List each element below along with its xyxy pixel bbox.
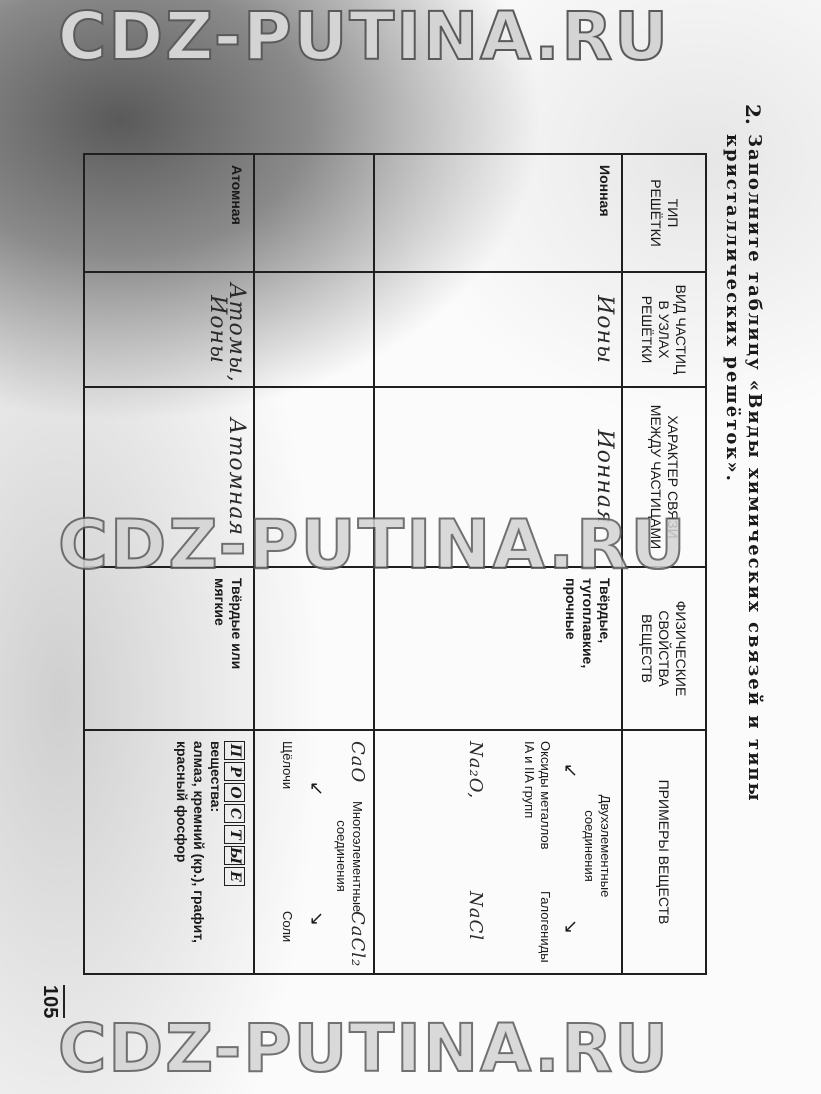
letter-box: Е xyxy=(224,867,245,886)
letter-box: Ы xyxy=(224,846,245,865)
letter-box: С xyxy=(224,804,245,823)
header-bond: ХАРАКТЕР СВЯЗИ МЕЖДУ ЧАСТИЦАМИ xyxy=(622,387,706,567)
cell-examples-mid xyxy=(254,730,374,974)
arrow-right-icon: ↘ xyxy=(307,911,327,927)
handwritten-bond: Атомная xyxy=(224,417,249,537)
letter-box: Т xyxy=(224,825,245,844)
letter-box: О xyxy=(224,783,245,802)
halides-formula: NaCl xyxy=(465,891,486,942)
cell-particles xyxy=(254,272,374,387)
cell-properties: Твёрдые, тугоплавкие, прочные xyxy=(374,567,622,730)
cell-type xyxy=(254,154,374,272)
multi-element-block xyxy=(265,741,368,968)
watermark-bottom: CDZ-PUTINA.RU xyxy=(58,1010,670,1087)
cacl-formula: CaCl₂ xyxy=(347,911,368,968)
cell-particles xyxy=(374,272,622,387)
cell-examples xyxy=(374,730,622,974)
watermark-middle: CDZ-PUTINA.RU xyxy=(58,506,688,585)
simple-substances-label: вещества: xyxy=(208,741,224,813)
oxides-label: Оксиды металлов IA и IIA групп xyxy=(522,741,553,850)
simple-substances-list: алмаз, кремний (кр.), графит, красный фосфор xyxy=(174,741,207,943)
letter-boxes xyxy=(224,741,245,886)
task-number: 2. xyxy=(741,104,765,125)
cell-type: Ионная xyxy=(374,154,622,272)
cell-type: Атомная xyxy=(84,154,254,272)
arrow-left-icon: ↙ xyxy=(561,763,581,779)
watermark-top: CDZ-PUTINA.RU xyxy=(58,0,670,75)
handwritten-particles: Атомы, Ионы xyxy=(205,283,249,383)
arrow-right-icon: ↘ xyxy=(561,919,581,935)
cell-properties xyxy=(254,567,374,730)
header-particles: ВИД ЧАСТИЦ В УЗЛАХ РЕШЁТКИ xyxy=(622,272,706,387)
task-text: Заполните таблицу «Виды химических связей и типы кристаллических решёток». xyxy=(722,134,765,803)
cell-examples-atomic xyxy=(84,730,254,974)
arrow-left-icon: ↙ xyxy=(307,781,327,797)
page-number: 105 xyxy=(38,985,65,1018)
multi-element-label: Многоэлементные соединения xyxy=(334,801,365,913)
cell-particles xyxy=(84,272,254,387)
alkalis-label: Щёлочи xyxy=(280,741,295,790)
handwritten-particles: Ионы xyxy=(592,295,617,364)
cell-properties: Твёрдые или мягкие xyxy=(84,567,254,730)
cao-formula: CaO xyxy=(347,741,368,784)
halides-label: Галогениды xyxy=(538,891,553,963)
oxides-formula: Na₂O, xyxy=(465,741,486,800)
header-properties: ФИЗИЧЕСКИЕ СВОЙСТВА ВЕЩЕСТВ xyxy=(622,567,706,730)
examples-diagram xyxy=(383,741,613,963)
binary-compounds-label: Двухэлементные соединения xyxy=(582,794,613,898)
header-examples: ПРИМЕРЫ ВЕЩЕСТВ xyxy=(622,730,706,974)
header-lattice-type: ТИП РЕШЁТКИ xyxy=(622,154,706,272)
letter-box: П xyxy=(224,741,245,760)
salts-label: Соли xyxy=(280,911,295,943)
handwritten-bond: Ионная xyxy=(592,429,617,525)
letter-box: Р xyxy=(224,762,245,781)
